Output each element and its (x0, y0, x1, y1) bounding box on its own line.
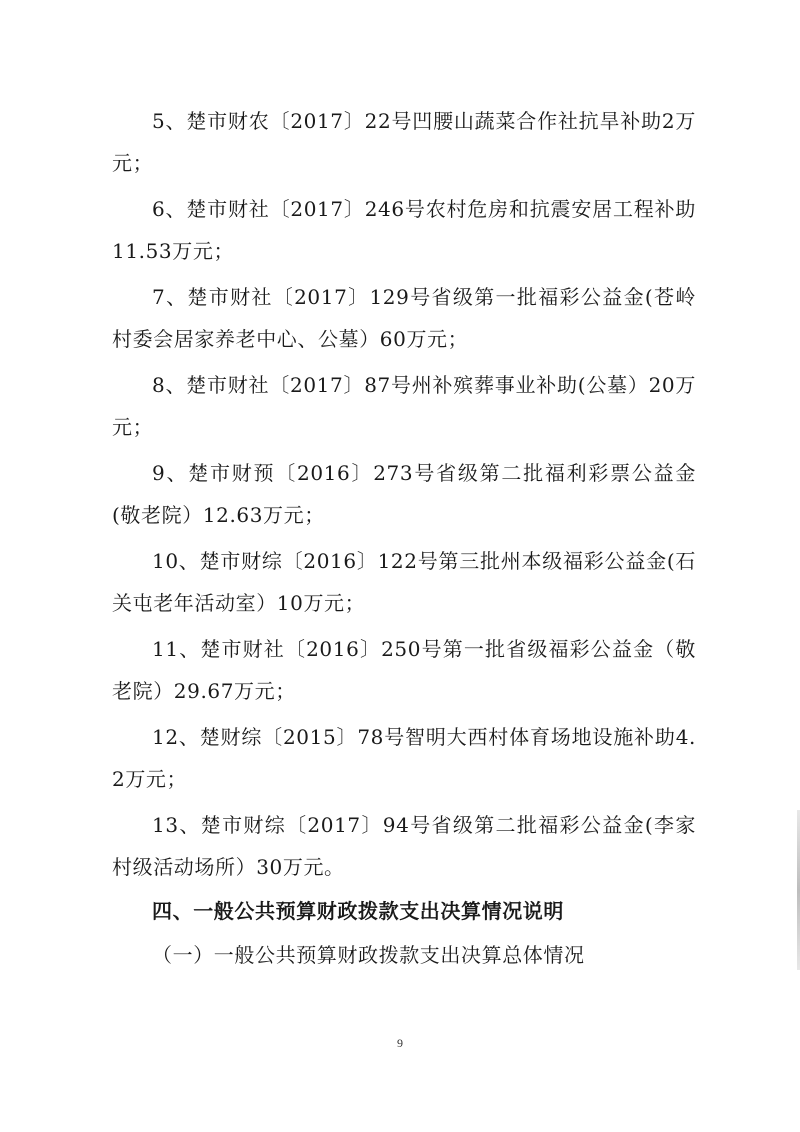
section-heading: 四、一般公共预算财政拨款支出决算情况说明 (152, 899, 564, 923)
list-item-6: 6、楚市财社〔2017〕246号农村危房和抗震安居工程补助11.53万元； (112, 197, 696, 263)
list-item-9: 9、楚市财预〔2016〕273号省级第二批福利彩票公益金(敬老院）12.63万元； (112, 461, 696, 527)
list-item-12: 12、楚财综〔2015〕78号智明大西村体育场地设施补助4.2万元； (112, 725, 696, 791)
page-number: 9 (397, 1036, 403, 1050)
subsection-heading: （一）一般公共预算财政拨款支出决算总体情况 (152, 943, 585, 967)
list-item-11: 11、楚市财社〔2016〕250号第一批省级福彩公益金（敬老院）29.67万元； (112, 637, 696, 703)
list-item-13: 13、楚市财综〔2017〕94号省级第二批福彩公益金(李家村级活动场所）30万元。 (112, 813, 696, 879)
list-item-7: 7、楚市财社〔2017〕129号省级第一批福彩公益金(苍岭村委会居家养老中心、公墓）60万元； (112, 285, 696, 351)
list-item-8: 8、楚市财社〔2017〕87号州补殡葬事业补助(公墓）20万元； (112, 373, 696, 439)
list-item-10: 10、楚市财综〔2016〕122号第三批州本级福彩公益金(石关屯老年活动室）10万元； (112, 549, 696, 615)
list-item-5: 5、楚市财农〔2017〕22号凹腰山蔬菜合作社抗旱补助2万元； (112, 109, 696, 175)
